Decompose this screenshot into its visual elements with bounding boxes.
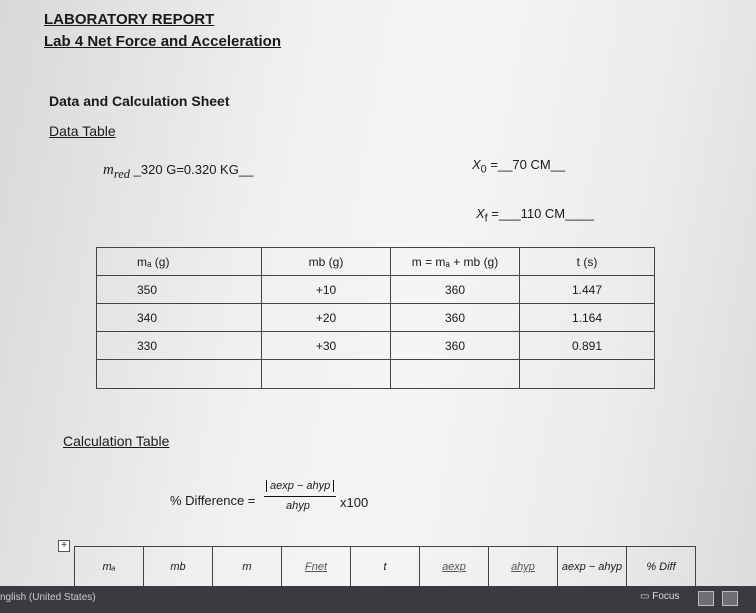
header-t[interactable]: t (s) <box>520 248 655 276</box>
read-mode-icon[interactable] <box>698 591 714 606</box>
cell-t[interactable]: 0.891 <box>520 332 655 360</box>
focus-mode-button[interactable]: ▭ Focus <box>640 591 680 602</box>
section-heading: Data and Calculation Sheet <box>49 93 230 109</box>
cell-empty[interactable] <box>520 360 655 389</box>
x0-sub: 0 <box>480 163 487 176</box>
table-row <box>97 276 655 304</box>
cell-empty[interactable] <box>391 360 520 389</box>
header-m[interactable]: m = mₐ + mb (g) <box>391 248 520 276</box>
calc-header-percent[interactable]: % Diff <box>627 547 696 588</box>
focus-label: Focus <box>652 591 680 602</box>
formula-numerator: aexp − ahyp <box>266 480 334 492</box>
calculation-table <box>74 546 696 588</box>
x0-value: =__70 CM__ <box>486 157 566 172</box>
calc-header-row <box>75 547 696 588</box>
mred-line <box>103 162 253 182</box>
cell-empty[interactable] <box>262 360 391 389</box>
calc-header-aexp[interactable]: aexp <box>420 547 489 588</box>
calc-header-t[interactable]: t <box>351 547 420 588</box>
print-layout-icon[interactable] <box>722 591 738 606</box>
formula-denominator: ahyp <box>286 500 310 512</box>
x0-symbol: X <box>472 157 481 172</box>
cell-ma[interactable]: 330 <box>97 332 262 360</box>
language-indicator[interactable]: nglish (United States) <box>0 592 96 603</box>
cell-mb[interactable]: +10 <box>262 276 391 304</box>
header-ma[interactable]: mₐ (g) <box>97 248 262 276</box>
data-table <box>96 247 655 389</box>
calc-header-mb[interactable]: mb <box>144 547 213 588</box>
table-row <box>97 332 655 360</box>
xf-line <box>476 206 594 225</box>
percent-difference-formula <box>262 480 337 526</box>
mred-value: _320 G=0.320 KG__ <box>133 162 254 177</box>
xf-symbol: X <box>476 206 485 221</box>
data-table-label: Data Table <box>49 123 116 139</box>
fraction-bar <box>264 496 336 497</box>
calc-header-ma[interactable]: mₐ <box>75 547 144 588</box>
cell-m[interactable]: 360 <box>391 276 520 304</box>
x0-line <box>472 157 565 176</box>
calc-header-m[interactable]: m <box>213 547 282 588</box>
cell-mb[interactable]: +20 <box>262 304 391 332</box>
multiplier: x100 <box>340 495 369 510</box>
cell-mb[interactable]: +30 <box>262 332 391 360</box>
cell-t[interactable]: 1.447 <box>520 276 655 304</box>
status-bar <box>0 586 756 613</box>
cell-ma[interactable]: 350 <box>97 276 262 304</box>
table-row-empty <box>97 360 655 389</box>
table-move-handle[interactable]: + <box>58 540 70 552</box>
calc-header-fnet[interactable]: Fnet <box>282 547 351 588</box>
report-title: LABORATORY REPORT <box>44 11 215 28</box>
table-header-row <box>97 248 655 276</box>
header-mb[interactable]: mb (g) <box>262 248 391 276</box>
xf-sub: f <box>484 212 488 225</box>
xf-value: =___110 CM____ <box>487 206 595 221</box>
table-row <box>97 304 655 332</box>
percent-difference-label: % Difference = <box>170 493 256 508</box>
cell-empty[interactable] <box>97 360 262 389</box>
calc-header-ahyp[interactable]: ahyp <box>489 547 558 588</box>
lab-title: Lab 4 Net Force and Acceleration <box>44 33 282 50</box>
cell-m[interactable]: 360 <box>391 332 520 360</box>
mred-sub: red <box>113 167 131 181</box>
mred-symbol: m <box>103 162 114 178</box>
cell-ma[interactable]: 340 <box>97 304 262 332</box>
cell-m[interactable]: 360 <box>391 304 520 332</box>
calc-header-diff[interactable]: aexp − ahyp <box>558 547 627 588</box>
calculation-table-label: Calculation Table <box>63 433 170 449</box>
cell-t[interactable]: 1.164 <box>520 304 655 332</box>
